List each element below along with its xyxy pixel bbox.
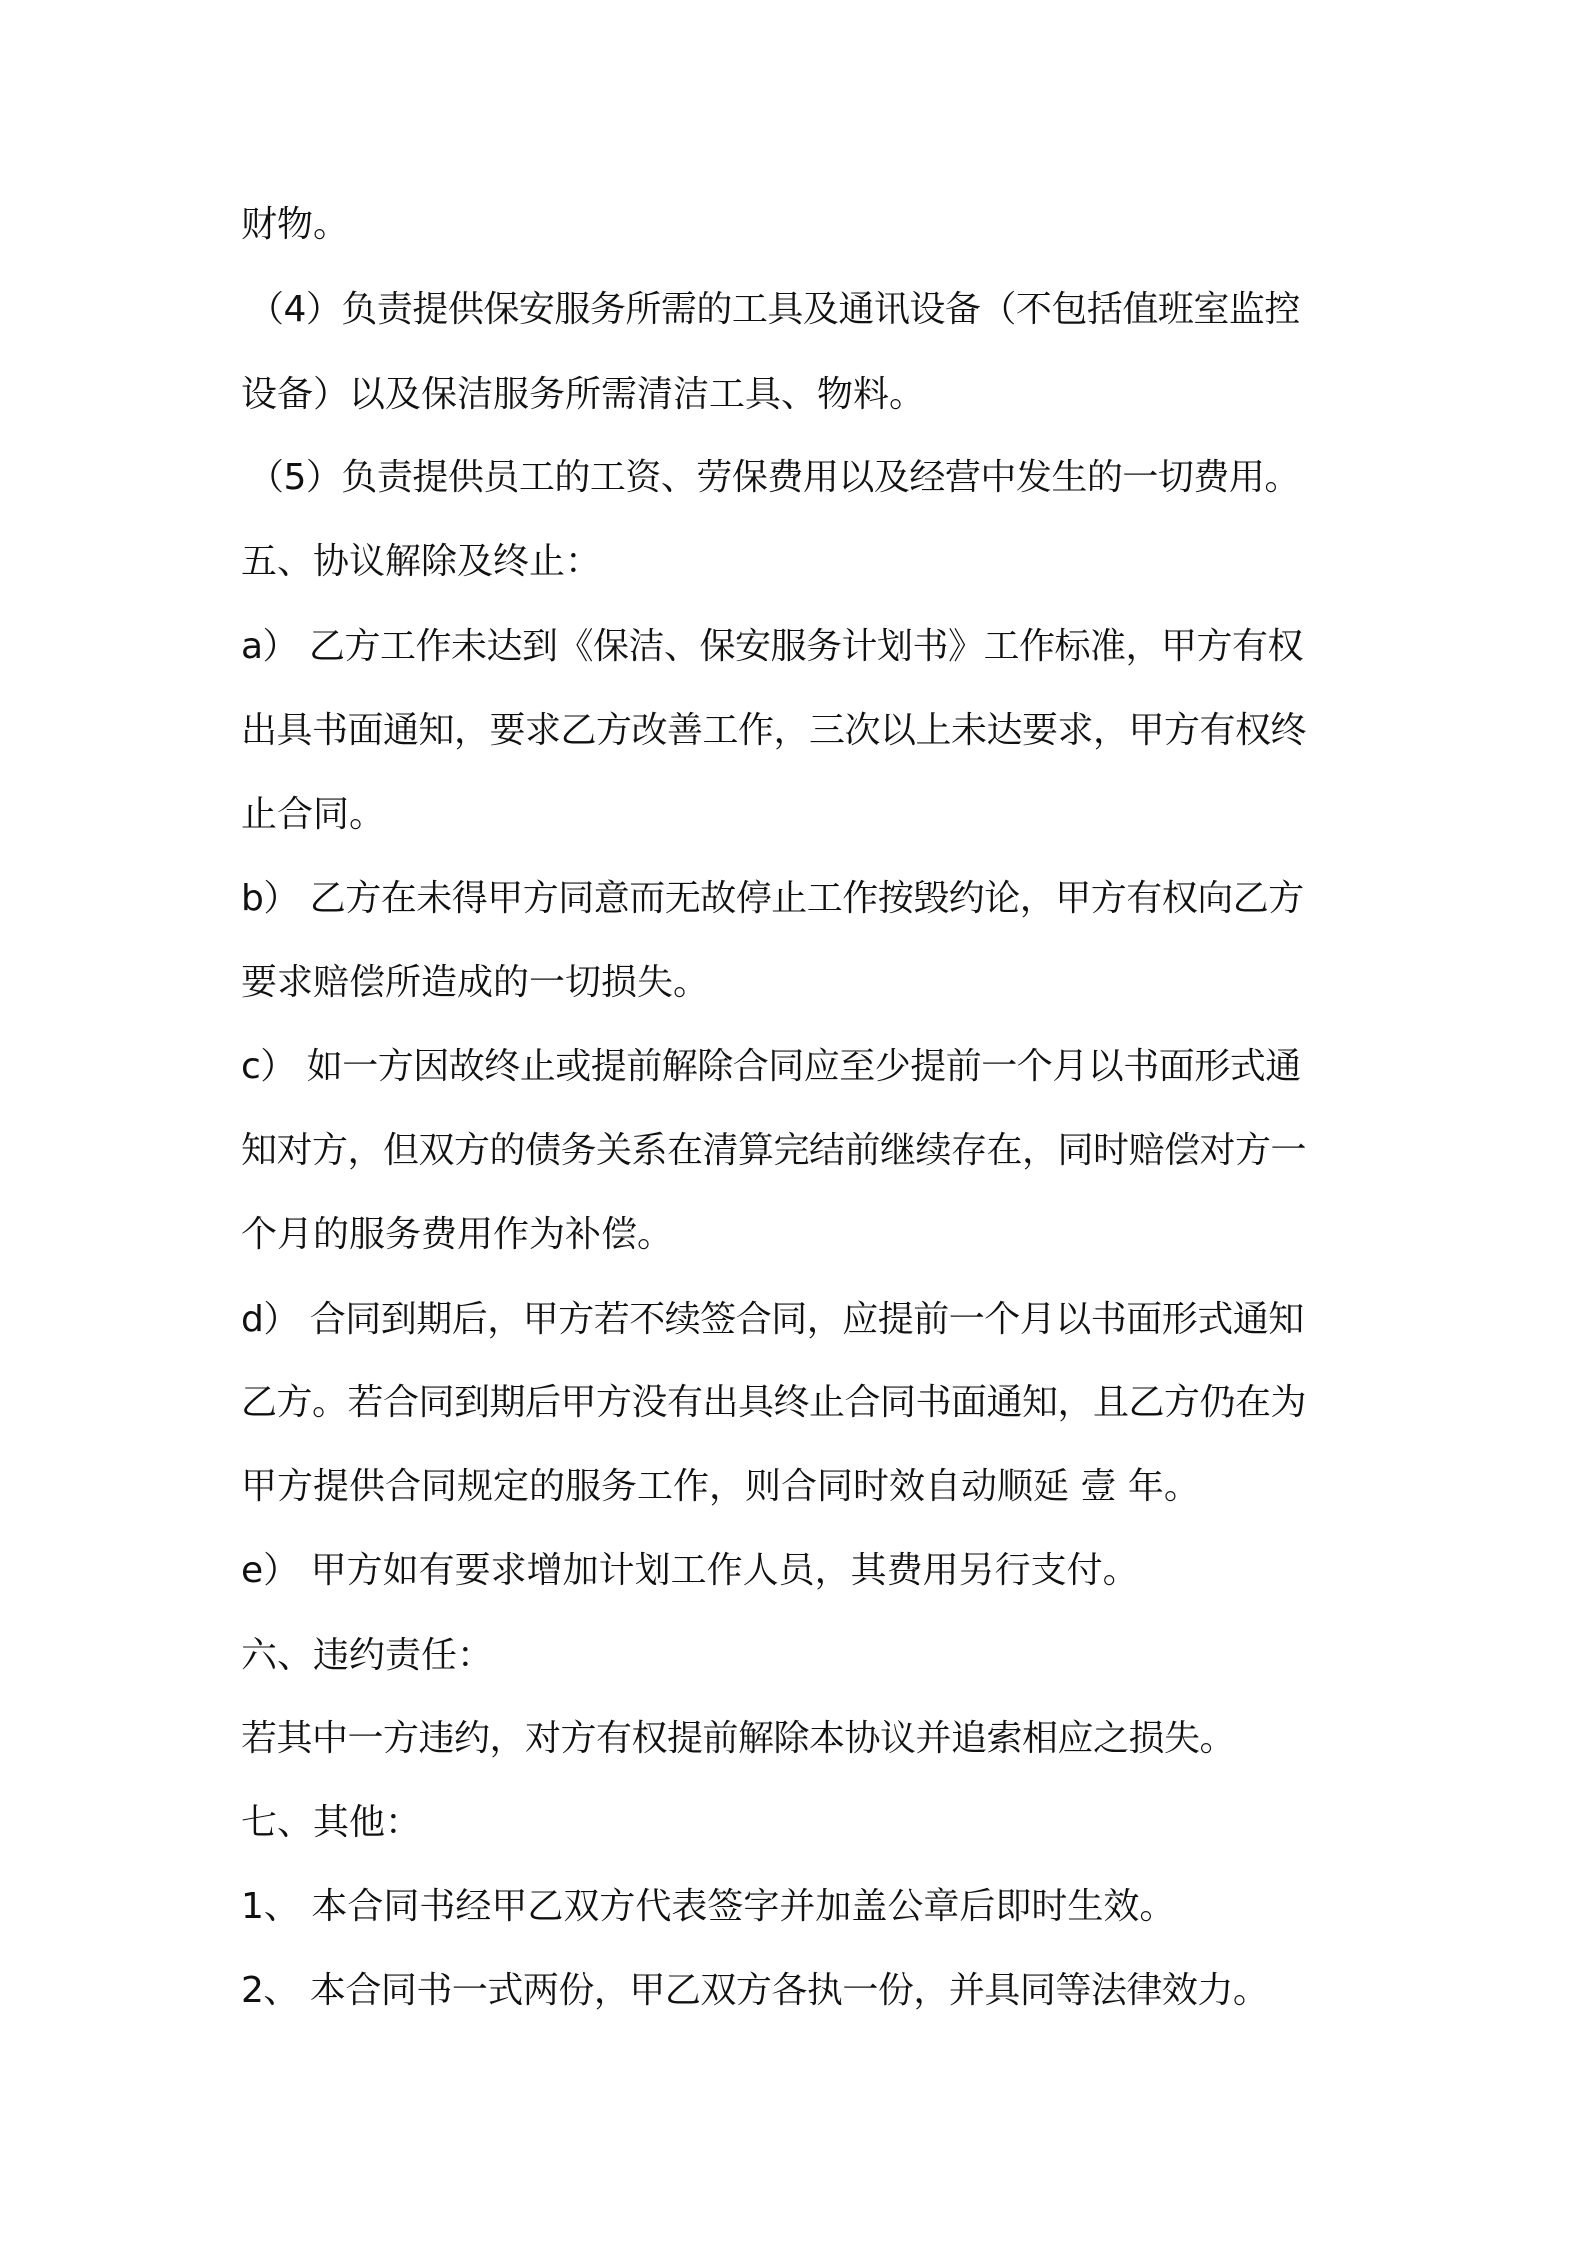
text-line: 2、 本合同书一式两份，甲乙双方各执一份，并具同等法律效力。 bbox=[241, 1970, 1269, 2011]
text-line: a） 乙方工作未达到《保洁、保安服务计划书》工作标准，甲方有权 bbox=[241, 626, 1304, 667]
text-line: 要求赔偿所造成的一切损失。 bbox=[241, 962, 710, 1003]
section-heading: 五、协议解除及终止： bbox=[241, 541, 602, 582]
text-line: 知对方，但双方的债务关系在清算完结前继续存在，同时赔偿对方一 bbox=[241, 1130, 1307, 1171]
text-line: （5）负责提供员工的工资、劳保费用以及经营中发生的一切费用。 bbox=[248, 457, 1300, 498]
section-heading: 六、违约责任： bbox=[241, 1635, 494, 1676]
text-line: 设备）以及保洁服务所需清洁工具、物料。 bbox=[241, 374, 926, 415]
text-line: 个月的服务费用作为补偿。 bbox=[241, 1214, 674, 1255]
text-line: 止合同。 bbox=[241, 794, 386, 835]
section-heading: 七、其他： bbox=[241, 1802, 422, 1843]
text-line: 1、 本合同书经甲乙双方代表签字并加盖公章后即时生效。 bbox=[241, 1886, 1176, 1927]
text-line: c） 如一方因故终止或提前解除合同应至少提前一个月以书面形式通 bbox=[241, 1046, 1301, 1087]
text-line: 出具书面通知，要求乙方改善工作，三次以上未达要求，甲方有权终 bbox=[241, 710, 1307, 751]
text-line: （4）负责提供保安服务所需的工具及通讯设备（不包括值班室监控 bbox=[248, 289, 1300, 330]
text-line: 若其中一方违约，对方有权提前解除本协议并追索相应之损失。 bbox=[241, 1718, 1236, 1759]
text-line: e） 甲方如有要求增加计划工作人员，其费用另行支付。 bbox=[241, 1550, 1139, 1591]
text-line: 乙方。若合同到期后甲方没有出具终止合同书面通知，且乙方仍在为 bbox=[241, 1382, 1307, 1423]
text-line: 甲方提供合同规定的服务工作，则合同时效自动顺延 壹 年。 bbox=[241, 1466, 1200, 1507]
text-line: b） 乙方在未得甲方同意而无故停止工作按毁约论，甲方有权向乙方 bbox=[241, 878, 1304, 919]
text-line: d） 合同到期后，甲方若不续签合同，应提前一个月以书面形式通知 bbox=[241, 1299, 1304, 1340]
text-line: 财物。 bbox=[241, 204, 350, 245]
